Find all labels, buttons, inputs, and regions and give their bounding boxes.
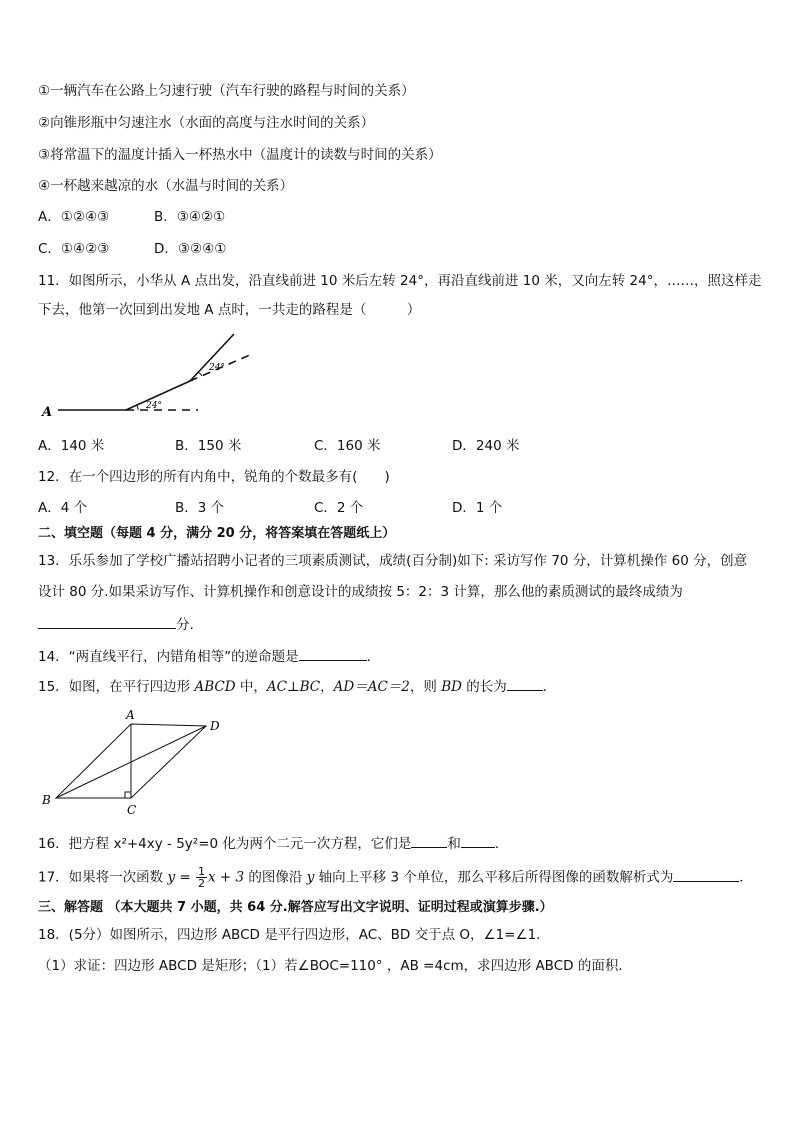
q10-option-c: C．①④②③ (38, 241, 110, 257)
q12-option-c: C．2 个 (314, 500, 364, 516)
q15-label-b: B (42, 793, 51, 807)
q17-denominator: 2 (198, 877, 206, 890)
q18-text-line-1: 18．(5分）如图所示，四边形 ABCD 是平行四边形，AC、BD 交于点 O，∠1=∠1． (38, 927, 550, 943)
statement-4: ④一杯越来越凉的水（水温与时间的关系） (38, 178, 294, 194)
q16-text (38, 833, 508, 853)
q17-axis: y (306, 869, 315, 886)
q16-suffix: ． (494, 836, 509, 852)
q14-text (38, 646, 380, 666)
q16-answer-blank-2[interactable] (461, 833, 495, 848)
q10-option-a: A．①②④③ (38, 209, 110, 225)
q11-option-d: D．240 米 (452, 438, 520, 454)
q17-numerator: 1 (198, 865, 206, 878)
q15-label-c: C (127, 803, 137, 817)
q15-right-angle-mark (125, 792, 131, 798)
q17-prefix: 17．如果将一次函数 (38, 869, 168, 886)
statement-1: ①一辆汽车在公路上匀速行驶（汽车行驶的路程与时间的关系） (38, 83, 415, 99)
q11-angle-arc-2 (198, 372, 202, 376)
q17-y: y (167, 869, 176, 886)
q16-mid: 和 (447, 836, 461, 852)
q11-text-line-2: 下去，他第一次回到出发地 A 点时，一共走的路程是（ ） (38, 302, 421, 318)
q16-answer-blank-1[interactable] (411, 833, 447, 848)
q18-text-line-2: （1）求证：四边形 ABCD 是矩形；（1）若∠BOC=110° ，AB =4cm，求四边形 ABCD 的面积． (38, 958, 632, 974)
q11-angle-label-1: 24° (146, 401, 162, 411)
q11-figure (38, 330, 268, 422)
q13-text-line-1: 13．乐乐参加了学校广播站招聘小记者的三项素质测试，成绩(百分制)如下: 采访写作 70 分，计算机操作 60 分，创意 (38, 553, 748, 569)
q11-path-segment-3 (190, 334, 234, 381)
q12-text: 12．在一个四边形的所有内角中，锐角的个数最多有( ) (38, 469, 390, 485)
q14-suffix: ． (366, 649, 381, 665)
q11-option-a: A．140 米 (38, 438, 105, 454)
q15-text (38, 676, 556, 696)
q11-angle-label-2: 24° (209, 363, 225, 373)
q10-option-d: D．③②④① (154, 241, 227, 257)
q15-figure (38, 708, 238, 818)
q12-option-a: A．4 个 (38, 500, 88, 516)
q17-after: 轴向上平移 3 个单位，那么平移后所得图像的函数解析式为 (314, 869, 674, 886)
q13-suffix: 分. (176, 617, 194, 633)
q15-label-a: A (126, 708, 135, 722)
q17-text (38, 866, 753, 889)
q17-equals: = (175, 869, 196, 886)
section-2-heading: 二、填空题（每题 4 分，满分 20 分，将答案填在答题纸上） (38, 526, 396, 541)
q15-ad-eq-ac: AD＝AC＝2 (333, 679, 410, 695)
q15-mid3: ，则 (409, 679, 442, 695)
statement-2: ②向锥形瓶中匀速注水（水面的高度与注水时间的关系） (38, 115, 375, 131)
section-3-heading: 三、解答题 （本大题共 7 小题，共 64 分.解答应写出文字说明、证明过程或演算步骤.） (38, 900, 553, 915)
q16-prefix: 16．把方程 x²+4xy - 5y²=0 化为两个二元一次方程，它们是 (38, 836, 412, 852)
q15-bd: BD (441, 679, 462, 695)
q12-option-b: B．3 个 (175, 500, 225, 516)
q11-text-line-1: 11．如图所示，小华从 A 点出发，沿直线前进 10 米后左转 24°，再沿直线前进 10 米，又向左转 24°，……，照这样走 (38, 273, 762, 289)
q13-text-line-2: 设计 80 分.如果采访写作、计算机操作和创意设计的成绩按 5：2：3 计算，那么他的素质测试的最终成绩为 (38, 584, 683, 600)
q12-option-d: D．1 个 (452, 500, 503, 516)
q14-prefix: 14．“两直线平行，内错角相等”的逆命题是 (38, 649, 299, 665)
q13-text-line-3 (38, 614, 194, 634)
q15-prefix: 15．如图，在平行四边形 (38, 679, 195, 695)
q15-mid2: ， (320, 679, 334, 695)
q13-answer-blank[interactable] (38, 614, 176, 629)
q10-option-b: B．③④②① (154, 209, 226, 225)
q17-fraction (196, 866, 207, 889)
q11-option-b: B．150 米 (175, 438, 242, 454)
q11-option-c: C．160 米 (314, 438, 381, 454)
q15-answer-blank[interactable] (507, 676, 543, 691)
q17-suffix: ． (739, 869, 753, 886)
statement-3: ③将常温下的温度计插入一杯热水中（温度计的读数与时间的关系） (38, 147, 442, 163)
q17-mid: 的图像沿 (244, 869, 307, 886)
q11-label-a: A (42, 405, 53, 420)
q17-answer-blank[interactable] (673, 867, 739, 882)
q14-answer-blank[interactable] (299, 646, 367, 661)
q15-ac-perp-bc: AC⊥BC (266, 679, 321, 695)
q11-angle-arc-1 (137, 405, 138, 410)
q17-expression: x + 3 (208, 869, 245, 886)
q15-mid1: 中， (235, 679, 267, 695)
q15-label-d: D (210, 719, 220, 733)
q15-mid4: 的长为 (461, 679, 507, 695)
q15-suffix: ． (542, 679, 557, 695)
q15-abcd: ABCD (194, 679, 236, 695)
